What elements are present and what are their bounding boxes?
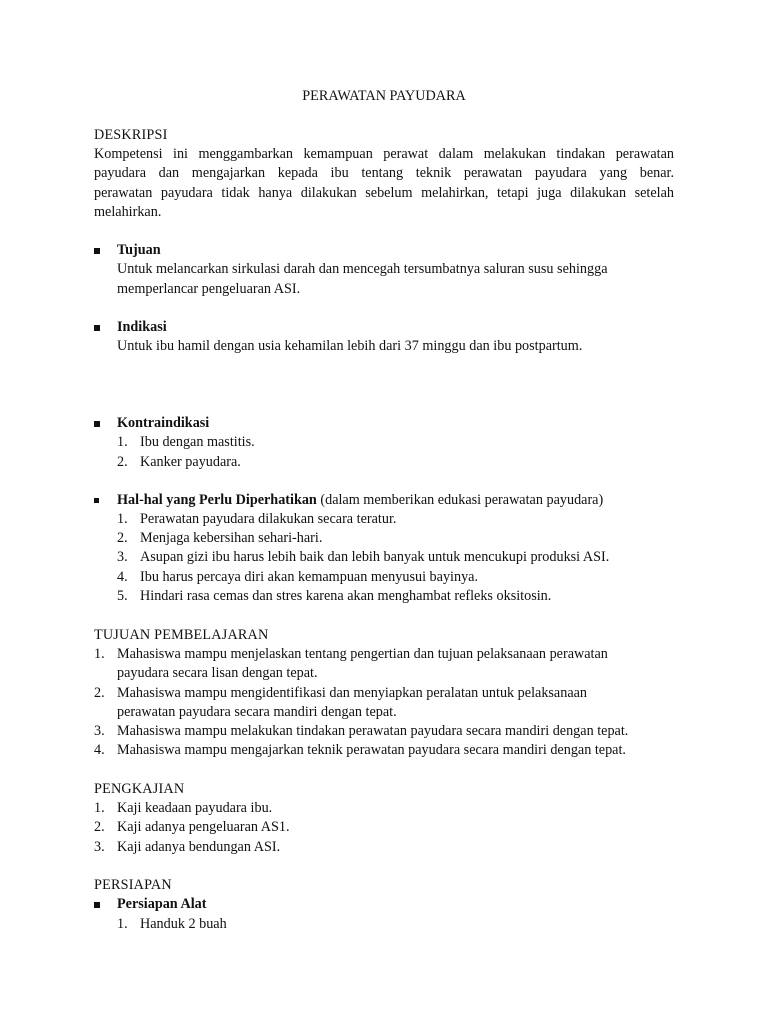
tujuan-pembelajaran-heading: TUJUAN PEMBELAJARAN bbox=[94, 627, 269, 643]
deskripsi-line-1: Kompetensi ini menggambarkan kemampuan perawat dalam melakukan tindakan perawatan bbox=[94, 146, 674, 162]
deskripsi-heading: DESKRIPSI bbox=[94, 127, 168, 143]
tujuan-line-1: Untuk melancarkan sirkulasi darah dan mencegah tersumbatnya saluran susu sehingga bbox=[117, 261, 608, 278]
bullet-square-icon bbox=[94, 325, 100, 331]
deskripsi-line-4: melahirkan. bbox=[94, 204, 162, 221]
document-title: PERAWATAN PAYUDARA bbox=[302, 88, 466, 104]
indikasi-text: Untuk ibu hamil dengan usia kehamilan lebih dari 37 minggu dan ibu postpartum. bbox=[117, 338, 583, 355]
document-page: PERAWATAN PAYUDARA DESKRIPSI Kompetensi ini menggambarkan kemampuan perawat dalam melakukan tindakan perawatan payudara dan mengajarkan kepada ibu tentang teknik perawatan payudara yang benar. perawatan payudara tidak hanya dilakukan sebelum melahirkan, tetapi juga dilakukan setelah melahirkan. Tujuan Untuk melancarkan sirkulasi darah dan mencegah tersumbatnya saluran susu sehingga memperlancar pengeluaran ASI. Indikasi Untuk ibu hamil dengan usia kehamilan lebih dari 37 minggu dan ibu postpartum. Kontraindikasi 1. Ibu dengan mastitis. 2. Kanker payudara. Hal-hal yang Perlu Diperhatikan (dalam memberikan edukasi perawatan payudara) 1. Perawatan payudara dilakukan secara teratur. 2. Menjaga kebersihan sehari-hari. 3. Asupan gizi ibu harus lebih baik dan lebih banyak untuk mencukupi produksi ASI. 4. Ibu harus percaya diri akan kemampuan menyusui bayinya. 5. Hindari rasa cemas dan stres karena akan menghambat refleks oksitosin. TUJUAN PEMBELAJARAN 1. Mahasiswa mampu menjelaskan tentang pengertian dan tujuan pelaksanaan perawatan payudara secara lisan dengan tepat. 2. Mahasiswa mampu mengidentifikasi dan menyiapkan peralatan untuk pelaksanaan perawatan payudara secara mandiri dengan tepat. 3. Mahasiswa mampu melakukan tindakan perawatan payudara secara mandiri dengan tepat. 4. Mahasiswa mampu mengajarkan teknik perawatan payudara secara mandiri dengan tepat. PENGKAJIAN 1. Kaji keadaan payudara ibu. 2. Kaji adanya pengeluaran AS1. 3. Kaji adanya bendungan ASI. PERSIAPAN Persiapan Alat 1. Handuk 2 buah bbox=[0, 0, 768, 1024]
bullet-square-icon bbox=[94, 248, 100, 254]
bullet-square-icon bbox=[94, 421, 100, 427]
pengkajian-heading: PENGKAJIAN bbox=[94, 781, 185, 797]
hal-hal-suffix: (dalam memberikan edukasi perawatan payudara) bbox=[316, 492, 604, 508]
deskripsi-line-3: perawatan payudara tidak hanya dilakukan sebelum melahirkan, tetapi juga dilakukan setelah bbox=[94, 184, 674, 201]
indikasi-label: Indikasi bbox=[117, 319, 167, 335]
persiapan-heading: PERSIAPAN bbox=[94, 877, 172, 893]
hal-hal-label: Hal-hal yang Perlu Diperhatikan bbox=[117, 492, 317, 508]
deskripsi-paragraph bbox=[94, 145, 674, 223]
persiapan-alat-label: Persiapan Alat bbox=[117, 896, 207, 912]
bullet-square-icon bbox=[94, 498, 99, 503]
tujuan-line-2: memperlancar pengeluaran ASI. bbox=[117, 280, 301, 297]
tujuan-label: Tujuan bbox=[117, 242, 161, 258]
deskripsi-line-2: payudara dan mengajarkan kepada ibu tentang teknik perawatan payudara yang benar. bbox=[94, 165, 674, 182]
kontraindikasi-label: Kontraindikasi bbox=[117, 415, 210, 431]
bullet-square-icon bbox=[94, 902, 100, 908]
